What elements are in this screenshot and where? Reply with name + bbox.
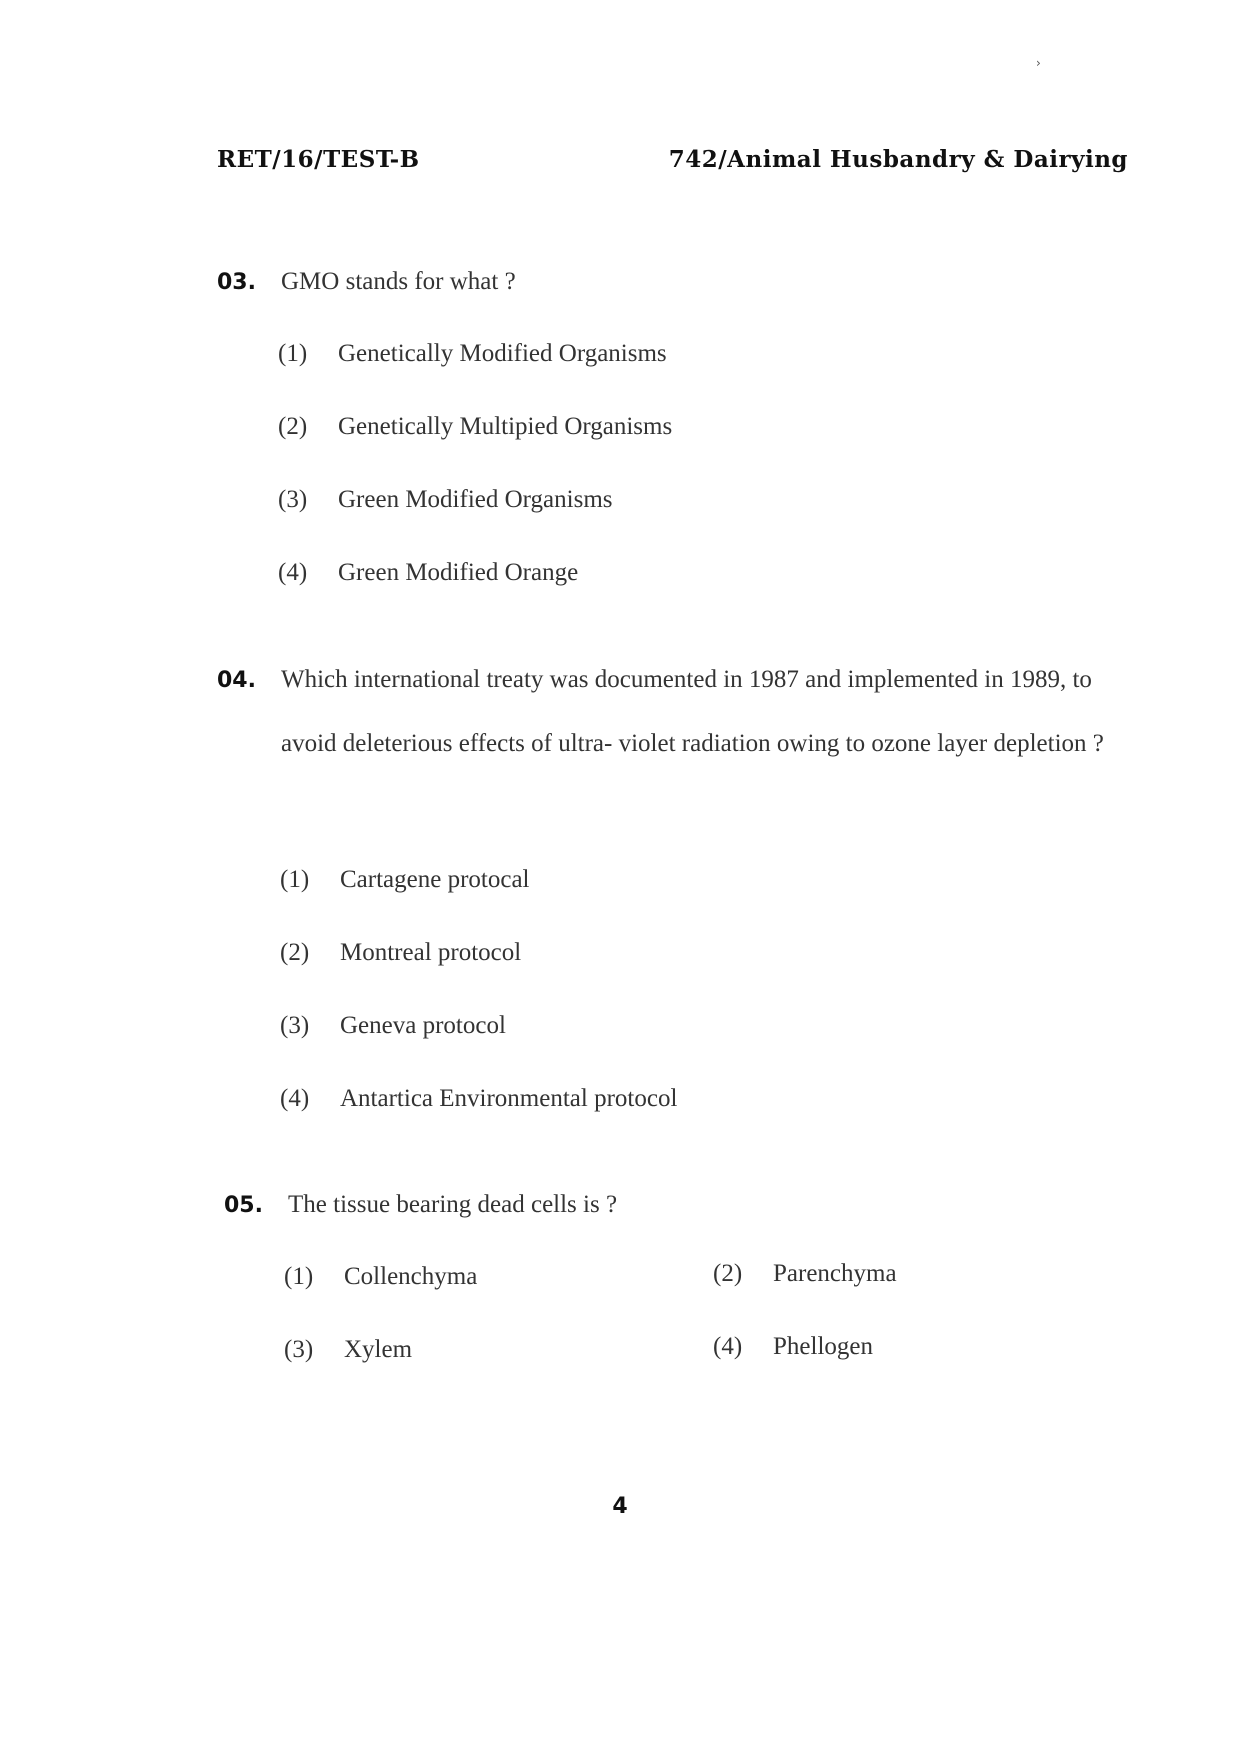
option-number: (1)	[278, 340, 308, 367]
question-number: 03.	[217, 270, 256, 295]
option-item	[278, 486, 613, 514]
question-text: The tissue bearing dead cells is ?	[288, 1191, 618, 1218]
option-number: (2)	[713, 1260, 743, 1287]
option-text: Phellogen	[773, 1333, 873, 1360]
corner-mark: ›	[1036, 56, 1041, 70]
option-item	[280, 1085, 677, 1113]
option-item	[713, 1333, 873, 1361]
option-text: Geneva protocol	[340, 1012, 506, 1039]
option-number: (2)	[278, 413, 308, 440]
option-number: (3)	[284, 1336, 314, 1363]
option-item	[278, 340, 667, 368]
option-item	[280, 939, 521, 967]
option-number: (4)	[713, 1333, 743, 1360]
question-text: GMO stands for what ?	[281, 268, 516, 295]
option-item	[284, 1263, 477, 1291]
question-number: 05.	[224, 1193, 263, 1218]
subject-title: 742/Animal Husbandry & Dairying	[668, 146, 1128, 173]
option-number: (4)	[278, 559, 308, 586]
option-text: Cartagene protocal	[340, 866, 530, 893]
option-text: Genetically Multipied Organisms	[338, 413, 673, 440]
option-item	[713, 1260, 897, 1288]
question-text: Which international treaty was documented in 1987 and implemented in 1989, to avoid deleterious effects of ultra- violet radiation owing to ozone layer depletion ?	[281, 666, 1104, 757]
option-item	[278, 559, 578, 587]
question-number: 04.	[217, 668, 256, 693]
option-text: Collenchyma	[344, 1263, 478, 1290]
option-number: (3)	[280, 1012, 310, 1039]
paper-code: RET/16/TEST-B	[217, 146, 420, 173]
option-item	[278, 413, 672, 441]
option-text: Parenchyma	[773, 1260, 897, 1287]
option-text: Xylem	[344, 1336, 413, 1363]
option-item	[280, 1012, 506, 1040]
option-number: (1)	[280, 866, 310, 893]
page-number: 4	[612, 1494, 628, 1519]
option-item	[280, 866, 530, 894]
option-item	[284, 1336, 412, 1364]
option-text: Antartica Environmental protocol	[340, 1085, 678, 1112]
option-number: (4)	[280, 1085, 310, 1112]
option-number: (2)	[280, 939, 310, 966]
option-text: Green Modified Organisms	[338, 486, 613, 513]
option-number: (1)	[284, 1263, 314, 1290]
option-text: Green Modified Orange	[338, 559, 579, 586]
option-text: Montreal protocol	[340, 939, 522, 966]
option-number: (3)	[278, 486, 308, 513]
option-text: Genetically Modified Organisms	[338, 340, 667, 367]
